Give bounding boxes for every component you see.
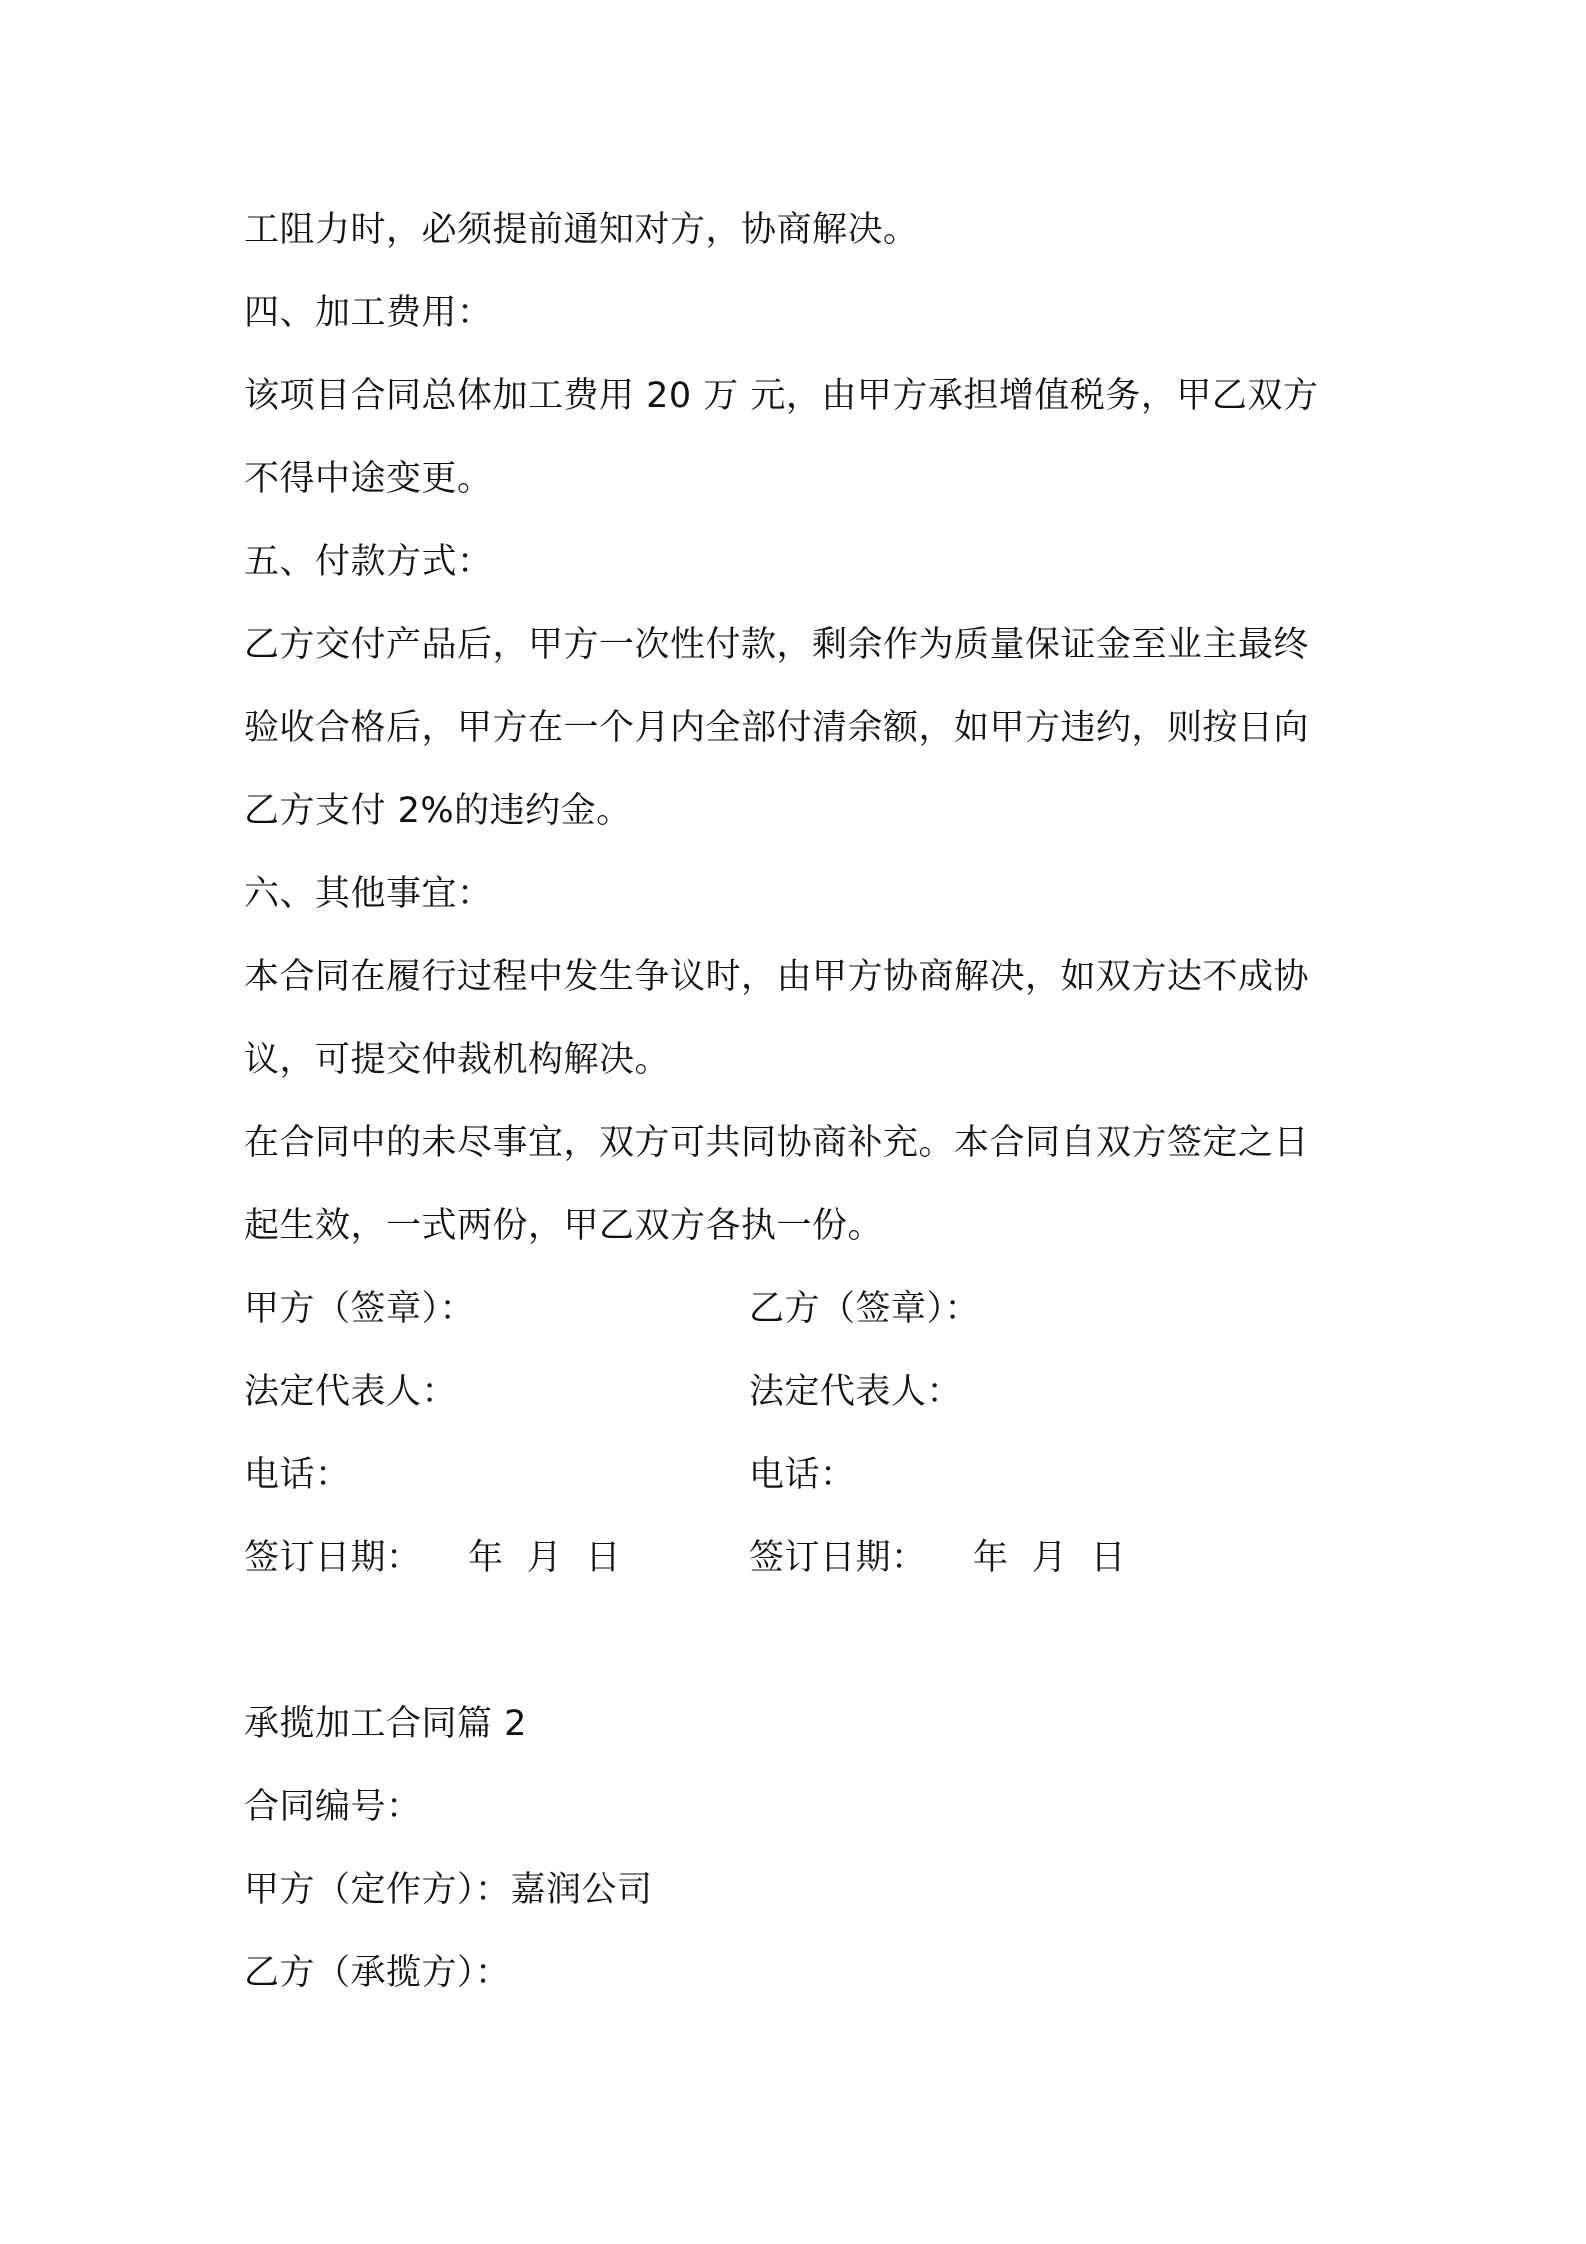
paragraph-line: 起生效，一式两份，甲乙双方各执一份。 bbox=[244, 1206, 884, 1246]
section-heading-other: 六、其他事宜： bbox=[244, 874, 493, 914]
section-heading-fees: 四、加工费用： bbox=[244, 293, 493, 333]
legal-rep-b-label: 法定代表人： bbox=[749, 1372, 963, 1412]
paragraph-line: 验收合格后，甲方在一个月内全部付清余额，如甲方违约，则按日向 bbox=[244, 708, 1310, 748]
date-a-label: 签订日期： 年 月 日 bbox=[244, 1538, 622, 1578]
paragraph-line: 在合同中的未尽事宜，双方可共同协商补充。本合同自双方签定之日 bbox=[244, 1123, 1310, 1163]
paragraph-line: 不得中途变更。 bbox=[244, 459, 493, 499]
phone-a-label: 电话： bbox=[244, 1455, 351, 1495]
section-heading-payment: 五、付款方式： bbox=[244, 542, 493, 582]
party-a-label: 甲方（定作方）：嘉润公司 bbox=[244, 1870, 653, 1910]
contract-2-title: 承揽加工合同篇 2 bbox=[244, 1704, 527, 1744]
paragraph-line: 该项目合同总体加工费用 20 万 元，由甲方承担增值税务，甲乙双方 bbox=[244, 376, 1319, 416]
paragraph-line: 工阻力时，必须提前通知对方，协商解决。 bbox=[244, 210, 919, 250]
paragraph-line: 议，可提交仲裁机构解决。 bbox=[244, 1040, 671, 1080]
paragraph-line: 乙方支付 2%的违约金。 bbox=[244, 791, 632, 831]
party-b-seal-label: 乙方（签章）： bbox=[749, 1289, 981, 1329]
date-b-label: 签订日期： 年 月 日 bbox=[749, 1538, 1127, 1578]
party-a-seal-label: 甲方（签章）： bbox=[244, 1289, 476, 1329]
party-b-label: 乙方（承揽方）： bbox=[244, 1953, 511, 1993]
legal-rep-a-label: 法定代表人： bbox=[244, 1372, 458, 1412]
paragraph-line: 本合同在履行过程中发生争议时，由甲方协商解决，如双方达不成协 bbox=[244, 957, 1310, 997]
paragraph-line: 乙方交付产品后，甲方一次性付款，剩余作为质量保证金至业主最终 bbox=[244, 625, 1310, 665]
phone-b-label: 电话： bbox=[749, 1455, 856, 1495]
contract-number-label: 合同编号： bbox=[244, 1787, 422, 1827]
